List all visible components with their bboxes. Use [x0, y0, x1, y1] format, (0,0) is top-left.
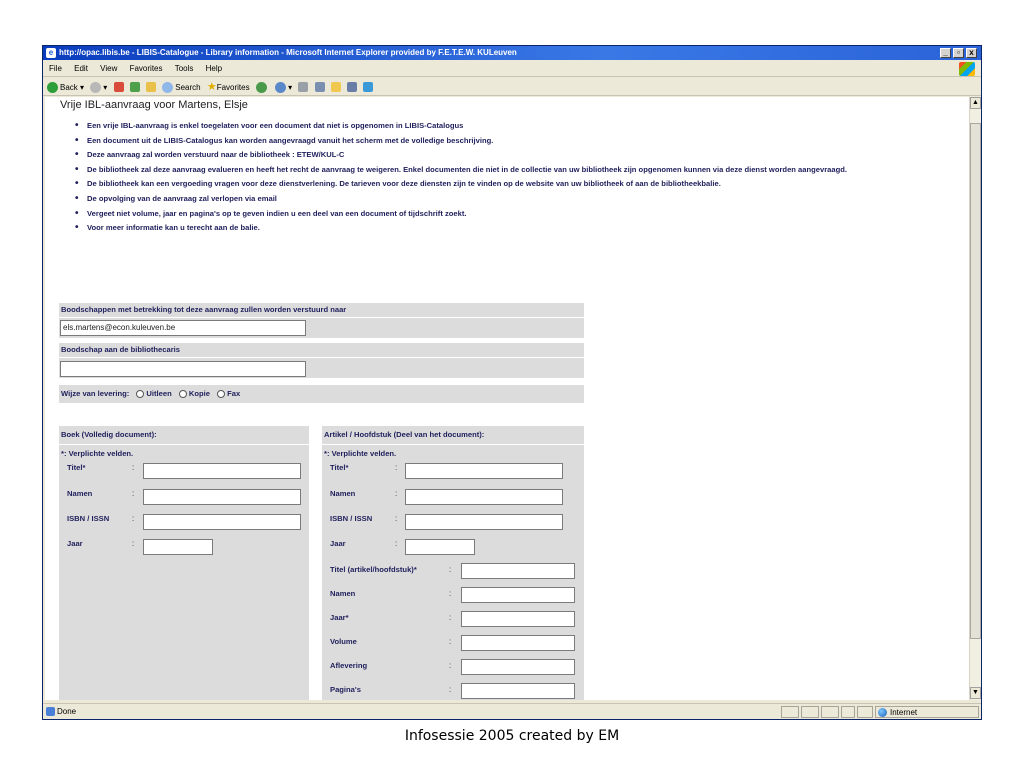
article-doc-names-label: Namen — [330, 489, 356, 498]
menu-tools[interactable]: Tools — [174, 64, 194, 73]
page-title: Vrije IBL-aanvraag voor Martens, Elsje — [60, 99, 248, 111]
favorites-button[interactable] — [207, 78, 250, 97]
article-pages-label: Pagina's — [330, 685, 361, 694]
article-year-input[interactable] — [461, 611, 575, 627]
colon: : — [132, 514, 135, 523]
messenger-icon — [363, 82, 373, 92]
minimize-button[interactable]: _ — [940, 48, 951, 58]
librarian-label: Boodschap aan de bibliothecaris — [59, 343, 584, 357]
home-button[interactable] — [146, 79, 156, 97]
article-volume-label: Volume — [330, 637, 357, 646]
delivery-label: Wijze van levering: — [61, 389, 130, 398]
toolbar — [43, 78, 981, 96]
colon: : — [395, 514, 398, 523]
globe-icon — [878, 708, 887, 717]
info-item: • De opvolging van de aanvraag zal verlopen via email — [75, 194, 960, 204]
colon: : — [132, 489, 135, 498]
article-issue-label: Aflevering — [330, 661, 368, 670]
delivery-fax-label: Fax — [227, 389, 241, 398]
article-names-label: Namen — [330, 589, 356, 598]
book-year-input[interactable] — [143, 539, 213, 555]
search-icon — [162, 82, 173, 93]
article-title-input[interactable] — [461, 563, 575, 579]
maximize-button[interactable]: ▫ — [953, 48, 964, 58]
article-isbn-input[interactable] — [405, 514, 563, 530]
print-button[interactable] — [298, 79, 308, 97]
menu-file[interactable]: File — [49, 64, 62, 73]
edit-button[interactable] — [315, 79, 325, 97]
messages-label: Boodschappen met betrekking tot deze aanvraag zullen worden verstuurd naar — [59, 303, 584, 317]
forward-arrow-icon — [90, 82, 101, 93]
edit-icon — [315, 82, 325, 92]
scroll-down-icon[interactable]: ▼ — [970, 687, 981, 699]
scroll-up-icon[interactable]: ▲ — [970, 97, 981, 109]
book-isbn-input[interactable] — [143, 514, 301, 530]
status-segment — [821, 706, 839, 718]
delivery-fax-radio[interactable] — [217, 390, 225, 398]
back-arrow-icon — [47, 82, 58, 93]
close-button[interactable]: x — [966, 48, 977, 58]
book-title-label: Titel* — [67, 463, 86, 472]
info-item: • Een document uit de LIBIS-Catalogus kan worden aangevraagd vanuit het scherm met de volledige beschrijving. — [75, 136, 960, 146]
stop-icon — [114, 82, 124, 92]
article-divider — [322, 444, 584, 445]
book-required-note: *: Verplichte velden. — [61, 449, 134, 458]
article-doc-year-label: Jaar — [330, 539, 346, 548]
security-zone — [875, 706, 979, 718]
search-label: Search — [175, 82, 201, 92]
menu-help[interactable]: Help — [205, 64, 223, 73]
colon: : — [449, 661, 452, 670]
folder-icon — [331, 82, 341, 92]
scroll-thumb[interactable] — [970, 123, 981, 639]
article-doc-year-input[interactable] — [405, 539, 475, 555]
info-item: • Een vrije IBL-aanvraag is enkel toegelaten voor een document dat niet is opgenomen in LIBIS-Catalogus — [75, 121, 960, 131]
history-button[interactable] — [256, 79, 269, 97]
folder-button[interactable] — [331, 79, 341, 97]
article-year-label: Jaar* — [330, 613, 349, 622]
refresh-icon — [130, 82, 140, 92]
book-header: Boek (Volledig document): — [61, 430, 157, 439]
status-segment — [857, 706, 873, 718]
internet-explorer-icon: e — [46, 48, 56, 58]
status-bar — [43, 703, 981, 719]
research-button[interactable] — [347, 79, 357, 97]
book-year-label: Jaar — [67, 539, 83, 548]
zone-label: Internet — [890, 708, 918, 717]
mail-button[interactable]: ▾ — [275, 79, 292, 97]
book-names-input[interactable] — [143, 489, 301, 505]
menu-bar — [43, 61, 981, 77]
colon: : — [449, 613, 452, 622]
colon: : — [449, 565, 452, 574]
article-issue-input[interactable] — [461, 659, 575, 675]
print-icon — [298, 82, 308, 92]
delivery-kopie-radio[interactable] — [179, 390, 187, 398]
delivery-uitleen-radio[interactable] — [136, 390, 144, 398]
colon: : — [395, 463, 398, 472]
vertical-scrollbar[interactable] — [969, 97, 981, 700]
colon: : — [395, 539, 398, 548]
forward-button[interactable]: ▾ — [90, 79, 107, 97]
article-doc-names-input[interactable] — [405, 489, 563, 505]
article-header: Artikel / Hoofdstuk (Deel van het document): — [324, 430, 485, 439]
info-item: • Vergeet niet volume, jaar en pagina's op te geven indien u een deel van een document of tijdschrift zoekt. — [75, 209, 960, 219]
article-doc-title-label: Titel* — [330, 463, 349, 472]
info-item: • De bibliotheek zal deze aanvraag evalueren en heeft het recht de aanvraag te weigeren. Enkel documenten die niet in de collectie van uw bibliotheek zijn opgenomen kunnen via deze dienst worden aangevraagd. — [75, 165, 960, 175]
star-icon: ★ — [206, 81, 217, 93]
article-title-label: Titel (artikel/hoofdstuk)* — [330, 565, 417, 574]
menu-favorites[interactable]: Favorites — [129, 64, 163, 73]
slide-caption: Infosessie 2005 created by EM — [404, 728, 620, 744]
window-title: http://opac.libis.be - LIBIS-Catalogue - Library information - Microsoft Internet Explorer provided by F.E.T.E.W. KULeuven — [59, 48, 517, 57]
browser-window — [42, 45, 982, 720]
colon: : — [449, 637, 452, 646]
page-content — [45, 97, 969, 700]
email-field[interactable]: els.martens@econ.kuleuven.be — [60, 320, 306, 336]
colon: : — [395, 489, 398, 498]
colon: : — [449, 589, 452, 598]
stop-button[interactable] — [114, 79, 124, 97]
back-label: Back — [60, 82, 78, 92]
menu-view[interactable]: View — [100, 64, 118, 73]
info-item: • De bibliotheek kan een vergoeding vragen voor deze dienstverlening. De tarieven voor deze diensten zijn te vinden op de website van uw bibliotheek of aan de bibliotheekbalie. — [75, 179, 960, 189]
article-isbn-label: ISBN / ISSN — [330, 514, 373, 523]
book-title-input[interactable] — [143, 463, 301, 479]
article-pages-input[interactable] — [461, 683, 575, 699]
article-required-note: *: Verplichte velden. — [324, 449, 397, 458]
research-icon — [347, 82, 357, 92]
article-doc-title-input[interactable] — [405, 463, 563, 479]
status-segment — [841, 706, 855, 718]
home-icon — [146, 82, 156, 92]
colon: : — [132, 463, 135, 472]
favorites-label: Favorites — [216, 83, 250, 92]
status-segment — [781, 706, 799, 718]
book-names-label: Namen — [67, 489, 93, 498]
status-segment — [801, 706, 819, 718]
article-names-input[interactable] — [461, 587, 575, 603]
refresh-button[interactable] — [130, 79, 140, 97]
title-bar[interactable] — [43, 46, 981, 60]
info-item: • Deze aanvraag zal worden verstuurd naar de bibliotheek : ETEW/KUL-C — [75, 150, 960, 160]
page-icon — [46, 707, 55, 716]
colon: : — [132, 539, 135, 548]
messenger-button[interactable] — [363, 79, 373, 97]
book-divider — [59, 444, 309, 445]
back-button[interactable]: Back ▾ — [47, 79, 84, 97]
windows-logo-icon — [959, 62, 975, 76]
status-text: Done — [57, 707, 77, 716]
delivery-uitleen-label: Uitleen — [146, 389, 172, 398]
book-isbn-label: ISBN / ISSN — [67, 514, 110, 523]
search-button[interactable] — [162, 79, 200, 97]
librarian-message-field[interactable] — [60, 361, 306, 377]
delivery-kopie-label: Kopie — [188, 389, 210, 398]
delivery-row — [59, 385, 584, 403]
menu-edit[interactable]: Edit — [74, 64, 88, 73]
article-volume-input[interactable] — [461, 635, 575, 651]
info-item: • Voor meer informatie kan u terecht aan de balie. — [75, 223, 960, 233]
info-list — [75, 121, 960, 238]
mail-icon — [275, 82, 286, 93]
colon: : — [449, 685, 452, 694]
history-icon — [256, 82, 267, 93]
